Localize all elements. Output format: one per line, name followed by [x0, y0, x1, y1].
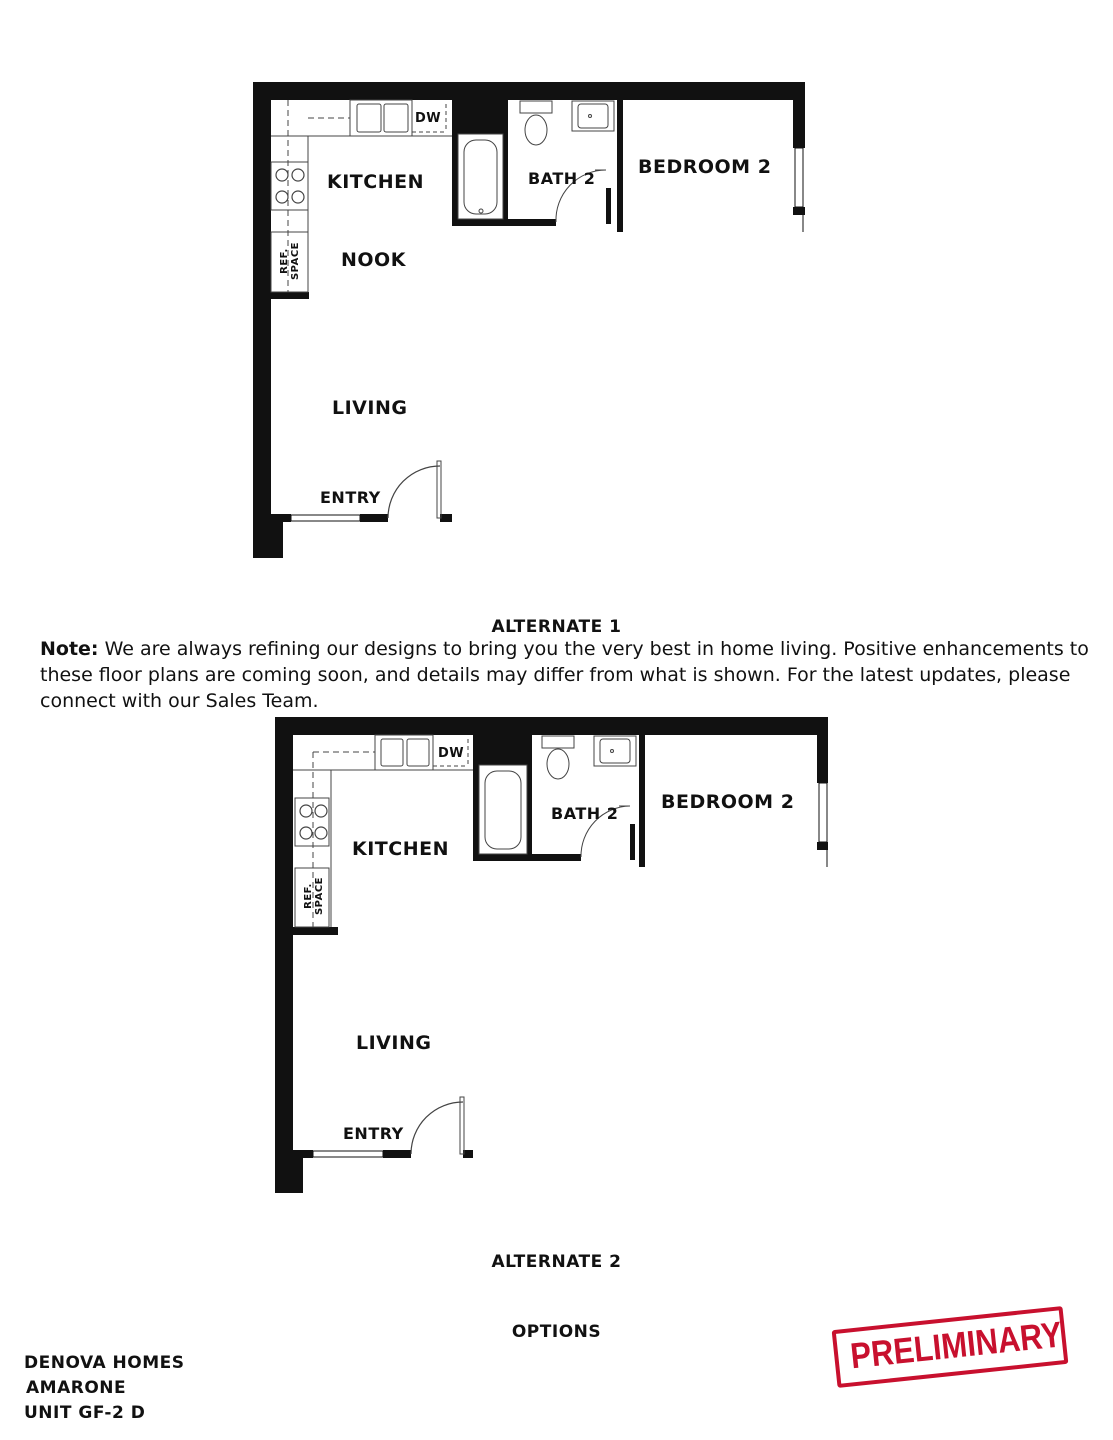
- wall: [253, 82, 805, 100]
- appliance-label-dw: DW: [438, 746, 465, 761]
- note-label: Note:: [40, 638, 99, 660]
- wall: [271, 514, 291, 522]
- wall: [360, 514, 388, 522]
- ref-space-label: REF. SPACE: [279, 241, 301, 281]
- wall: [793, 82, 805, 148]
- caption-alternate-2: ALTERNATE 2: [491, 1252, 622, 1272]
- disclaimer-note: [40, 636, 1100, 714]
- room-label-kitchen: KITCHEN: [352, 838, 449, 860]
- room-label-entry: ENTRY: [343, 1124, 404, 1143]
- room-label-nook: NOOK: [341, 249, 406, 271]
- wall-column: [455, 100, 505, 134]
- window: [313, 1151, 383, 1157]
- wall: [271, 292, 309, 299]
- wall-column: [476, 735, 529, 765]
- wall: [275, 717, 828, 735]
- footer-unit: UNIT GF-2 D: [24, 1403, 146, 1423]
- room-label-living: LIVING: [332, 397, 408, 419]
- caption-alternate-1: ALTERNATE 1: [491, 617, 622, 637]
- wall: [452, 100, 458, 224]
- wall: [630, 824, 635, 860]
- room-label-bath: BATH 2: [551, 804, 619, 823]
- wall: [275, 1150, 303, 1193]
- wall: [473, 735, 479, 859]
- floor-plan-alternate-1: [0, 0, 1113, 600]
- room-label-entry: ENTRY: [320, 488, 381, 507]
- appliance-label-dw: DW: [415, 111, 442, 126]
- window: [291, 515, 360, 521]
- wall: [383, 1150, 411, 1158]
- wall: [817, 717, 828, 783]
- caption-options: OPTIONS: [511, 1322, 602, 1342]
- wall: [639, 735, 645, 867]
- footer-company: DENOVA HOMES: [24, 1353, 185, 1373]
- wall: [473, 854, 581, 861]
- wall: [275, 717, 293, 1193]
- window: [819, 783, 827, 842]
- ref-space-label: REF. SPACE: [303, 876, 325, 916]
- stamp-text: PRELIMINARY: [848, 1313, 1064, 1377]
- wall: [293, 927, 338, 935]
- wall: [503, 100, 508, 224]
- wall: [253, 82, 271, 558]
- wall: [793, 207, 805, 215]
- wall: [606, 188, 611, 224]
- preliminary-stamp: [832, 1306, 1069, 1388]
- room-label-kitchen: KITCHEN: [327, 171, 424, 193]
- wall: [293, 1150, 313, 1158]
- room-label-bath: BATH 2: [528, 169, 596, 188]
- note-text: We are always refining our designs to bring you the very best in home living. Positive enhancements to these floor plans are coming soon, and details may differ from what is shown. For the latest updates, please connect with our Sales Team.: [40, 638, 1089, 712]
- window: [795, 148, 803, 207]
- wall: [463, 1150, 473, 1158]
- wall: [527, 735, 532, 859]
- wall: [817, 842, 828, 850]
- wall: [617, 100, 623, 232]
- wall: [440, 514, 452, 522]
- room-label-living: LIVING: [356, 1032, 432, 1054]
- room-label-bedroom: BEDROOM 2: [661, 791, 795, 813]
- footer-community: AMARONE: [26, 1378, 127, 1398]
- room-label-bedroom: BEDROOM 2: [638, 156, 772, 178]
